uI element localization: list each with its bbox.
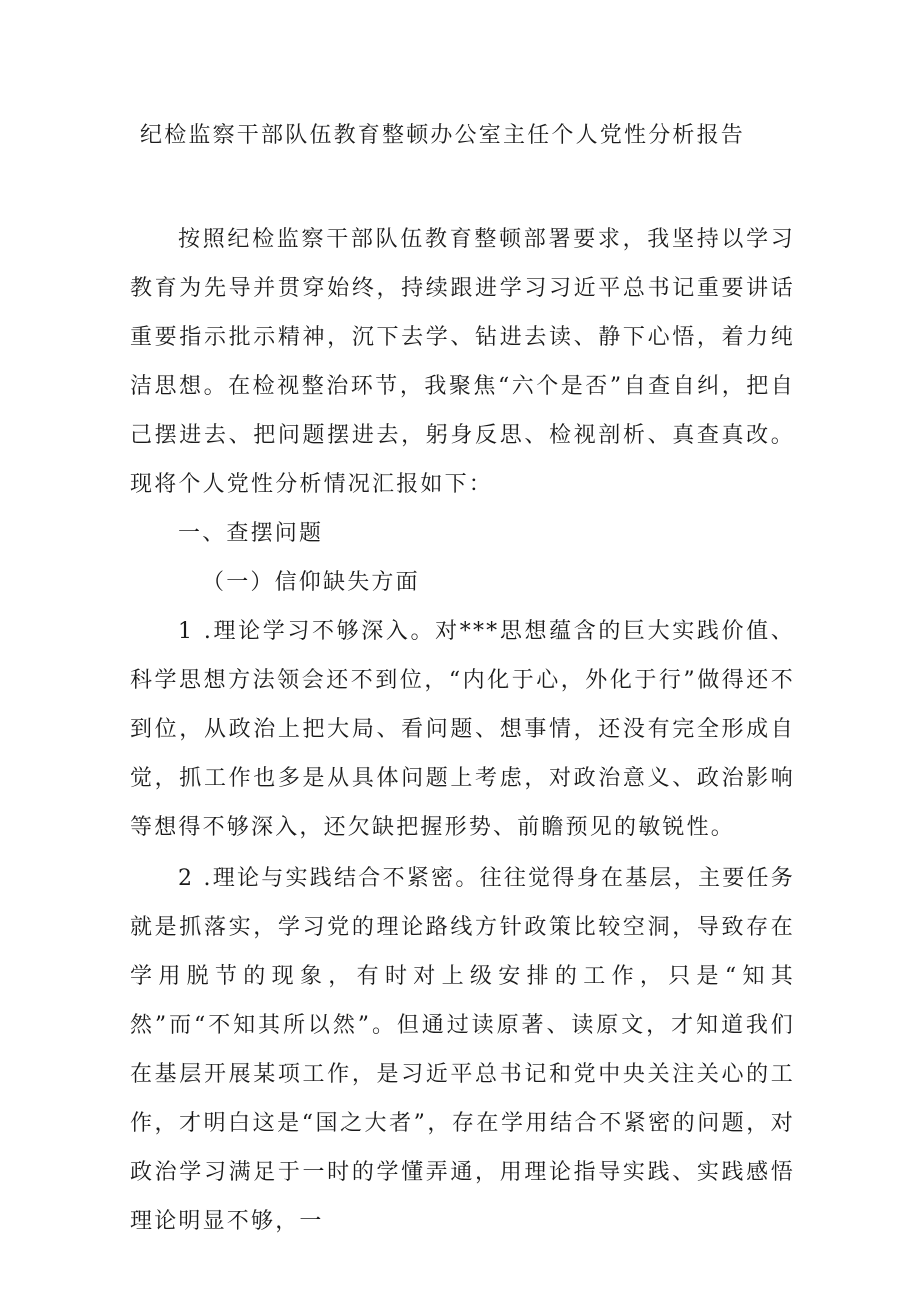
subsection-heading: （一）信仰缺失方面 [202,570,420,595]
item-2-paragraph: 2 .理论与实践结合不紧密。往往觉得身在基层，主要任务就是抓落实，学习党的理论路线方针政策比较空洞，导致存在学用脱节的现象，有时对上级安排的工作，只是“知其然”而“不知其所以然”。但通过读原著、读原文，才知道我们在基层开展某项工作，是习近平总书记和党中央关注关心的工作，才明白这是“国之大者”，存在学用结合不紧密的问题，对政治学习满足于一时的学懂弄通，用理论指导实践、实践感悟理论明显不够，一 [130,866,795,1234]
section-heading: 一、查摆问题 [178,521,324,546]
intro-paragraph: 按照纪检监察干部队伍教育整顿部署要求，我坚持以学习教育为先导并贯穿始终，持续跟进学习习近平总书记重要讲话重要指示批示精神，沉下去学、钻进去读、静下心悟，着力纯洁思想。在检视整治环节，我聚焦“六个是否”自查自纠，把自己摆进去、把问题摆进去，躬身反思、检视剖析、真查真改。现将个人党性分析情况汇报如下： [130,227,795,497]
document-title: 纪检监察干部队伍教育整顿办公室主任个人党性分析报告 [140,123,746,148]
document-body [130,215,795,1246]
item-1-paragraph: 1 .理论学习不够深入。对***思想蕴含的巨大实践价值、科学思想方法领会还不到位，“内化于心，外化于行”做得还不到位，从政治上把大局、看问题、想事情，还没有完全形成自觉，抓工作也多是从具体问题上考虑，对政治意义、政治影响等想得不够深入，还欠缺把握形势、前瞻预见的敏锐性。 [130,619,795,840]
